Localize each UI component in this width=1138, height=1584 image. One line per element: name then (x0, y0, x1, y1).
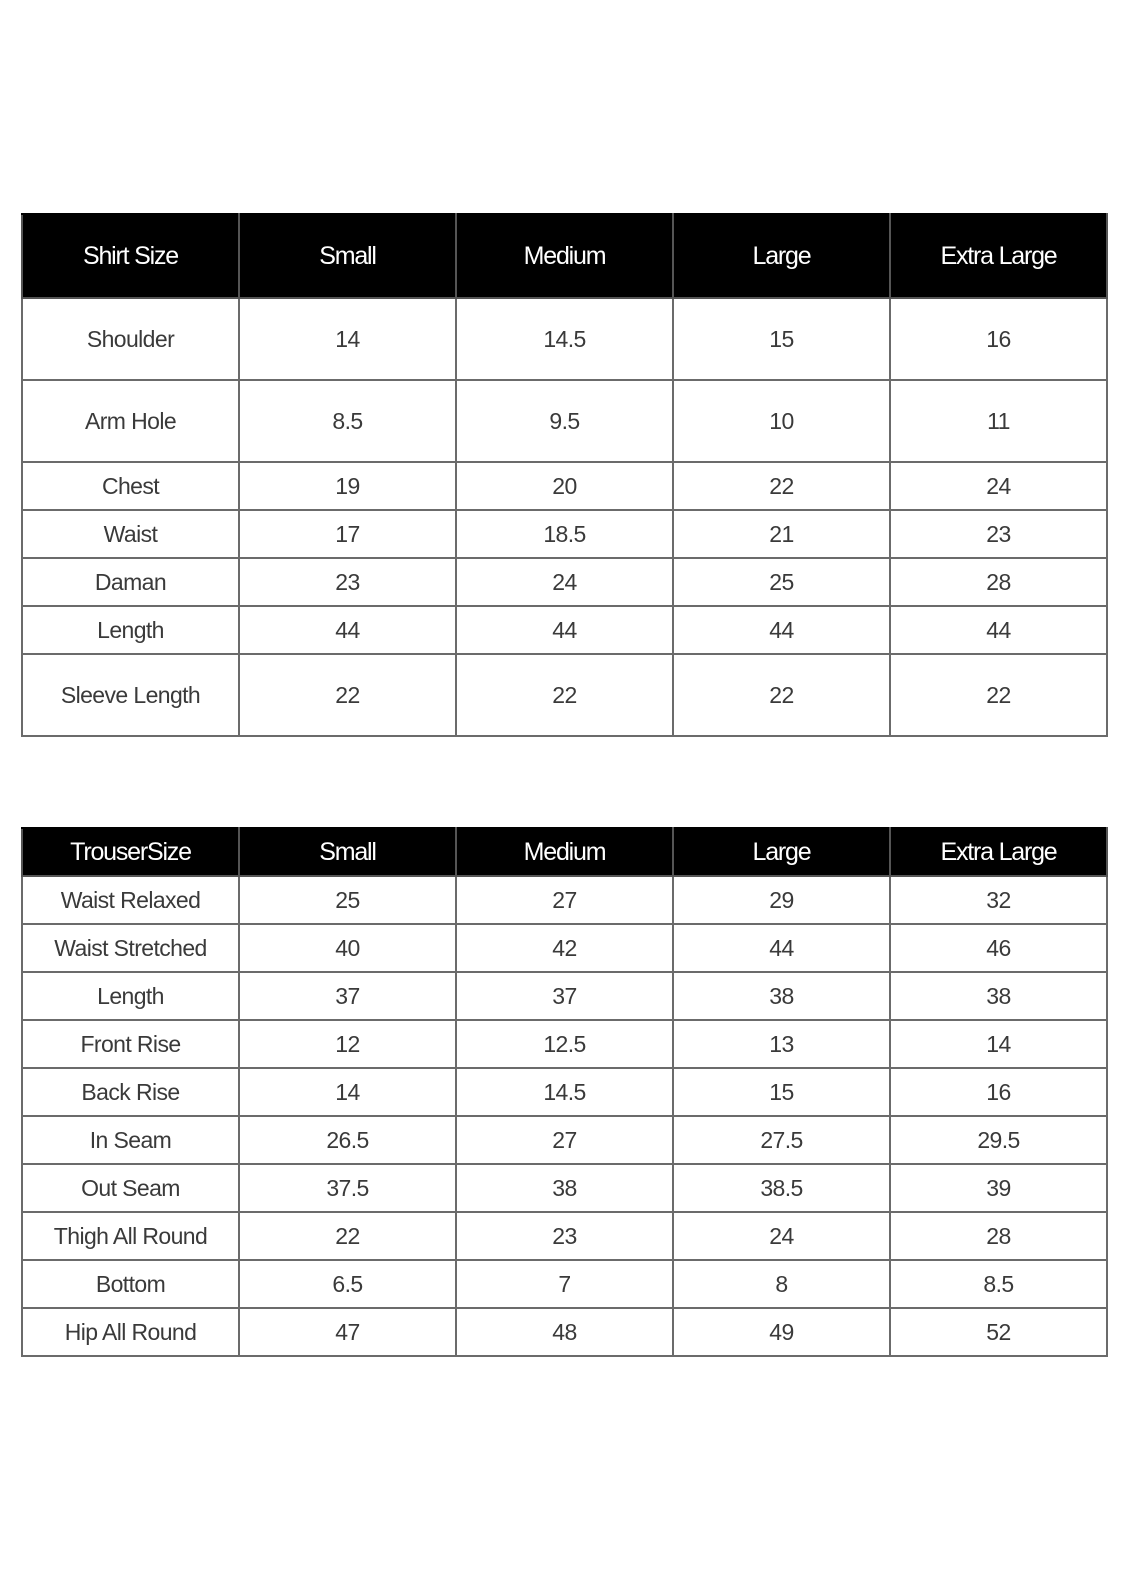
table-row (22, 558, 1107, 606)
table-row (22, 1308, 1107, 1356)
table-cell: 14.5 (456, 298, 673, 380)
table-row (22, 924, 1107, 972)
table-cell: 38.5 (673, 1164, 890, 1212)
row-label: Front Rise (22, 1020, 239, 1068)
table-row (22, 876, 1107, 924)
table-header-row (22, 828, 1107, 876)
table-row (22, 298, 1107, 380)
table-cell: 11 (890, 380, 1107, 462)
table-cell: 48 (456, 1308, 673, 1356)
table-row (22, 606, 1107, 654)
table-row (22, 510, 1107, 558)
row-label: Bottom (22, 1260, 239, 1308)
table-cell: 39 (890, 1164, 1107, 1212)
table-cell: 13 (673, 1020, 890, 1068)
row-label: Waist Stretched (22, 924, 239, 972)
row-label: Waist Relaxed (22, 876, 239, 924)
table-cell: 28 (890, 1212, 1107, 1260)
table-cell: 37 (456, 972, 673, 1020)
row-label: Sleeve Length (22, 654, 239, 736)
table-cell: 25 (673, 558, 890, 606)
row-label: Length (22, 606, 239, 654)
table-cell: 44 (456, 606, 673, 654)
table-row (22, 380, 1107, 462)
table-row (22, 1068, 1107, 1116)
table-cell: 44 (239, 606, 456, 654)
table-cell: 18.5 (456, 510, 673, 558)
table-cell: 15 (673, 298, 890, 380)
table-cell: 8 (673, 1260, 890, 1308)
header-cell-extra-large: Extra Large (890, 214, 1107, 298)
table-cell: 38 (673, 972, 890, 1020)
header-cell-small: Small (239, 214, 456, 298)
table-cell: 23 (890, 510, 1107, 558)
table-cell: 16 (890, 298, 1107, 380)
table-row (22, 462, 1107, 510)
header-cell-large: Large (673, 828, 890, 876)
shirt-size-table (21, 213, 1108, 737)
table-row (22, 654, 1107, 736)
table-cell: 52 (890, 1308, 1107, 1356)
table-cell: 38 (456, 1164, 673, 1212)
table-row (22, 1260, 1107, 1308)
table-cell: 44 (673, 606, 890, 654)
header-cell-extra-large: Extra Large (890, 828, 1107, 876)
table-cell: 17 (239, 510, 456, 558)
table-cell: 8.5 (239, 380, 456, 462)
table-cell: 37 (239, 972, 456, 1020)
header-cell-label: Shirt Size (22, 214, 239, 298)
header-cell-medium: Medium (456, 828, 673, 876)
table-cell: 22 (673, 654, 890, 736)
header-cell-label: TrouserSize (22, 828, 239, 876)
row-label: Arm Hole (22, 380, 239, 462)
table-row (22, 1116, 1107, 1164)
table-cell: 29 (673, 876, 890, 924)
table-header-row (22, 214, 1107, 298)
header-cell-small: Small (239, 828, 456, 876)
table-cell: 14.5 (456, 1068, 673, 1116)
table-cell: 27.5 (673, 1116, 890, 1164)
header-cell-medium: Medium (456, 214, 673, 298)
row-label: Chest (22, 462, 239, 510)
table-cell: 9.5 (456, 380, 673, 462)
table-cell: 12 (239, 1020, 456, 1068)
table-cell: 7 (456, 1260, 673, 1308)
table-cell: 6.5 (239, 1260, 456, 1308)
table-cell: 44 (890, 606, 1107, 654)
table-cell: 22 (239, 1212, 456, 1260)
table-cell: 37.5 (239, 1164, 456, 1212)
table-cell: 23 (239, 558, 456, 606)
row-label: In Seam (22, 1116, 239, 1164)
table-cell: 14 (890, 1020, 1107, 1068)
table-cell: 40 (239, 924, 456, 972)
table-cell: 23 (456, 1212, 673, 1260)
table-cell: 27 (456, 876, 673, 924)
table-cell: 20 (456, 462, 673, 510)
table-row (22, 972, 1107, 1020)
table-cell: 29.5 (890, 1116, 1107, 1164)
table-cell: 24 (890, 462, 1107, 510)
row-label: Waist (22, 510, 239, 558)
table-cell: 28 (890, 558, 1107, 606)
table-cell: 46 (890, 924, 1107, 972)
table-cell: 10 (673, 380, 890, 462)
table-cell: 26.5 (239, 1116, 456, 1164)
table-cell: 24 (673, 1212, 890, 1260)
table-cell: 24 (456, 558, 673, 606)
trouser-size-table (21, 827, 1108, 1357)
row-label: Shoulder (22, 298, 239, 380)
row-label: Hip All Round (22, 1308, 239, 1356)
table-cell: 22 (673, 462, 890, 510)
table-cell: 8.5 (890, 1260, 1107, 1308)
table-cell: 19 (239, 462, 456, 510)
table-cell: 42 (456, 924, 673, 972)
table-row (22, 1020, 1107, 1068)
table-cell: 38 (890, 972, 1107, 1020)
table-cell: 22 (456, 654, 673, 736)
table-cell: 15 (673, 1068, 890, 1116)
table-cell: 47 (239, 1308, 456, 1356)
table-cell: 14 (239, 1068, 456, 1116)
row-label: Length (22, 972, 239, 1020)
table-row (22, 1164, 1107, 1212)
table-cell: 22 (890, 654, 1107, 736)
table-cell: 25 (239, 876, 456, 924)
table-cell: 32 (890, 876, 1107, 924)
row-label: Back Rise (22, 1068, 239, 1116)
row-label: Daman (22, 558, 239, 606)
table-cell: 44 (673, 924, 890, 972)
table-row (22, 1212, 1107, 1260)
table-cell: 22 (239, 654, 456, 736)
header-cell-large: Large (673, 214, 890, 298)
table-cell: 14 (239, 298, 456, 380)
table-cell: 21 (673, 510, 890, 558)
table-cell: 27 (456, 1116, 673, 1164)
table-cell: 12.5 (456, 1020, 673, 1068)
row-label: Thigh All Round (22, 1212, 239, 1260)
row-label: Out Seam (22, 1164, 239, 1212)
table-cell: 49 (673, 1308, 890, 1356)
table-cell: 16 (890, 1068, 1107, 1116)
